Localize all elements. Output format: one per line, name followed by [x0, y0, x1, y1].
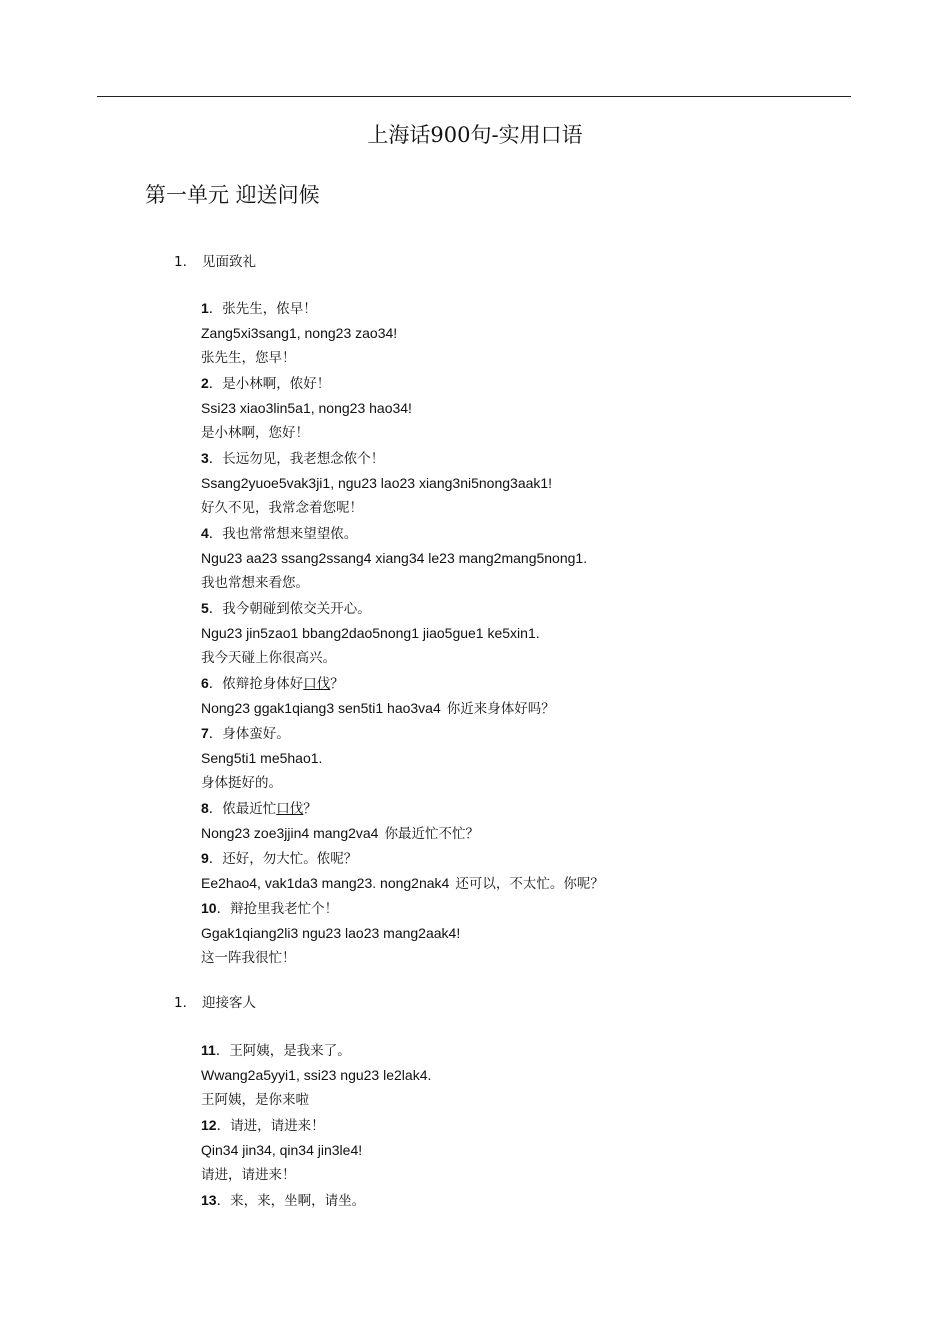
romanization-line — [201, 1138, 431, 1163]
phrase-number: 7 — [201, 725, 209, 741]
phrase-number: 2 — [201, 375, 209, 391]
shanghainese-text: 是小林啊，侬好！ — [222, 376, 331, 392]
mandarin-line — [201, 346, 604, 371]
phrase-line — [201, 671, 604, 696]
phrase-entry — [201, 596, 604, 671]
shanghainese-text: 还好，勿大忙。侬呢？ — [222, 851, 358, 867]
romanization-line — [201, 321, 604, 346]
mandarin-line — [201, 1163, 431, 1188]
phrase-entry — [201, 846, 604, 896]
phrase-list — [201, 1038, 431, 1213]
phrase-number: 4 — [201, 525, 209, 541]
phrase-number: 1 — [201, 300, 209, 316]
mandarin-text: 还可以，不太忙。你呢？ — [455, 876, 604, 892]
romanization-text: Ngu23 jin5zao1 bbang2dao5nong1 jiao5gue1 ke5xin1. — [201, 625, 540, 641]
mandarin-text: 是小林啊，您好！ — [201, 425, 309, 441]
phrase-line — [201, 896, 604, 921]
phrase-separator: ． — [216, 1193, 231, 1209]
romanization-text: Ee2hao4, vak1da3 mang23. nong2nak4 — [201, 875, 450, 891]
question-particle: 口伐 — [276, 801, 304, 817]
shanghainese-text: 长远勿见，我老想念侬个！ — [222, 451, 385, 467]
romanization-text: Ggak1qiang2li3 ngu23 lao23 mang2aak4! — [201, 925, 461, 941]
phrase-line — [201, 1113, 431, 1138]
phrase-number: 3 — [201, 450, 209, 466]
phrase-separator: ． — [208, 526, 223, 542]
phrase-entry — [201, 721, 604, 796]
phrase-entry — [201, 521, 604, 596]
shanghainese-text: 请进，请进来！ — [230, 1118, 325, 1134]
mandarin-text: 王阿姨，是你来啦 — [201, 1092, 309, 1108]
shanghainese-text: 侬辩抢身体好 — [222, 676, 304, 692]
shanghainese-text: 辩抢里我老忙个！ — [230, 901, 339, 917]
shanghainese-text: 侬最近忙 — [222, 801, 277, 817]
phrase-separator: ． — [208, 801, 223, 817]
romanization-text: Ssi23 xiao3lin5a1, nong23 hao34! — [201, 400, 412, 416]
romanization-line — [201, 821, 604, 846]
phrase-number: 10 — [201, 900, 217, 916]
question-mark: ？ — [330, 676, 344, 692]
romanization-line — [201, 921, 604, 946]
phrase-line — [201, 521, 604, 546]
mandarin-line — [201, 771, 604, 796]
mandarin-text: 我也常想来看您。 — [201, 575, 309, 591]
phrase-separator: ． — [208, 601, 223, 617]
phrase-number: 9 — [201, 850, 209, 866]
phrase-separator: ． — [208, 676, 223, 692]
section-heading — [174, 993, 256, 1013]
romanization-line — [201, 1063, 431, 1088]
shanghainese-text: 张先生，侬早！ — [222, 301, 317, 317]
romanization-text: Nong23 zoe3jjin4 mang2va4 — [201, 825, 379, 841]
romanization-text: Ssang2yuoe5vak3ji1, ngu23 lao23 xiang3ni5nong3aak1! — [201, 475, 553, 491]
phrase-line — [201, 596, 604, 621]
shanghainese-text: 王阿姨，是我来了。 — [229, 1043, 351, 1059]
mandarin-text: 请进，请进来！ — [201, 1167, 296, 1183]
romanization-text: Qin34 jin34, qin34 jin3le4! — [201, 1142, 363, 1158]
phrase-separator: ． — [216, 1118, 231, 1134]
phrase-line — [201, 796, 604, 821]
phrase-line — [201, 1038, 431, 1063]
phrase-entry — [201, 796, 604, 846]
phrase-separator: ． — [208, 851, 223, 867]
phrase-number: 5 — [201, 600, 209, 616]
romanization-line — [201, 871, 604, 896]
phrase-entry — [201, 371, 604, 446]
header-rule — [97, 96, 851, 97]
shanghainese-text: 我也常常想来望望侬。 — [222, 526, 358, 542]
phrase-number: 11 — [201, 1042, 216, 1058]
phrase-number: 12 — [201, 1117, 217, 1133]
phrase-number: 13 — [201, 1192, 217, 1208]
mandarin-line — [201, 571, 604, 596]
mandarin-text: 你近来身体好吗？ — [446, 701, 555, 717]
phrase-separator: ． — [215, 1043, 230, 1059]
mandarin-line — [201, 946, 604, 971]
phrase-line — [201, 446, 604, 471]
shanghainese-text: 身体蛮好。 — [222, 726, 290, 742]
phrase-number: 6 — [201, 675, 209, 691]
unit-heading: 第一单元 迎送问候 — [145, 183, 320, 207]
shanghainese-text: 来，来，坐啊，请坐。 — [230, 1193, 366, 1209]
phrase-line — [201, 296, 604, 321]
phrase-list — [201, 296, 604, 971]
section-number: 1. — [174, 254, 187, 270]
mandarin-text: 好久不见，我常念着您呢！ — [201, 500, 363, 516]
shanghainese-text: 我今朝碰到侬交关开心。 — [222, 601, 371, 617]
phrase-number: 8 — [201, 800, 209, 816]
mandarin-text: 你最近忙不忙？ — [384, 826, 479, 842]
phrase-entry — [201, 1188, 431, 1213]
phrase-entry — [201, 671, 604, 721]
phrase-separator: ． — [216, 901, 231, 917]
romanization-line — [201, 621, 604, 646]
phrase-separator: ． — [208, 726, 223, 742]
mandarin-line — [201, 646, 604, 671]
phrase-line — [201, 1188, 431, 1213]
section-heading — [174, 252, 256, 272]
romanization-text: Nong23 ggak1qiang3 sen5ti1 hao3va4 — [201, 700, 441, 716]
romanization-line — [201, 396, 604, 421]
mandarin-line — [201, 1088, 431, 1113]
mandarin-text: 身体挺好的。 — [201, 775, 282, 791]
romanization-text: Zang5xi3sang1, nong23 zao34! — [201, 325, 398, 341]
romanization-text: Ngu23 aa23 ssang2ssang4 xiang34 le23 mang2mang5nong1. — [201, 550, 588, 566]
romanization-line — [201, 471, 604, 496]
mandarin-text: 我今天碰上你很高兴。 — [201, 650, 336, 666]
phrase-entry — [201, 446, 604, 521]
phrase-entry — [201, 296, 604, 371]
section-title: 迎接客人 — [202, 995, 256, 1011]
phrase-line — [201, 721, 604, 746]
mandarin-line — [201, 496, 604, 521]
phrase-entry — [201, 896, 604, 971]
romanization-line — [201, 746, 604, 771]
phrase-line — [201, 371, 604, 396]
romanization-line — [201, 696, 604, 721]
mandarin-text: 张先生，您早！ — [201, 350, 296, 366]
section-number: 1. — [174, 995, 187, 1011]
phrase-separator: ． — [208, 301, 223, 317]
question-particle: 口伐 — [303, 676, 331, 692]
question-mark: ？ — [303, 801, 317, 817]
page-title: 上海话900句-实用口语 — [367, 123, 583, 147]
phrase-line — [201, 846, 604, 871]
mandarin-text: 这一阵我很忙！ — [201, 950, 296, 966]
romanization-text: Wwang2a5yyi1, ssi23 ngu23 le2lak4. — [201, 1067, 432, 1083]
section-title: 见面致礼 — [202, 254, 256, 270]
romanization-line — [201, 546, 604, 571]
phrase-separator: ． — [208, 376, 223, 392]
phrase-entry — [201, 1113, 431, 1188]
phrase-entry — [201, 1038, 431, 1113]
mandarin-line — [201, 421, 604, 446]
romanization-text: Seng5ti1 me5hao1. — [201, 750, 323, 766]
phrase-separator: ． — [208, 451, 223, 467]
